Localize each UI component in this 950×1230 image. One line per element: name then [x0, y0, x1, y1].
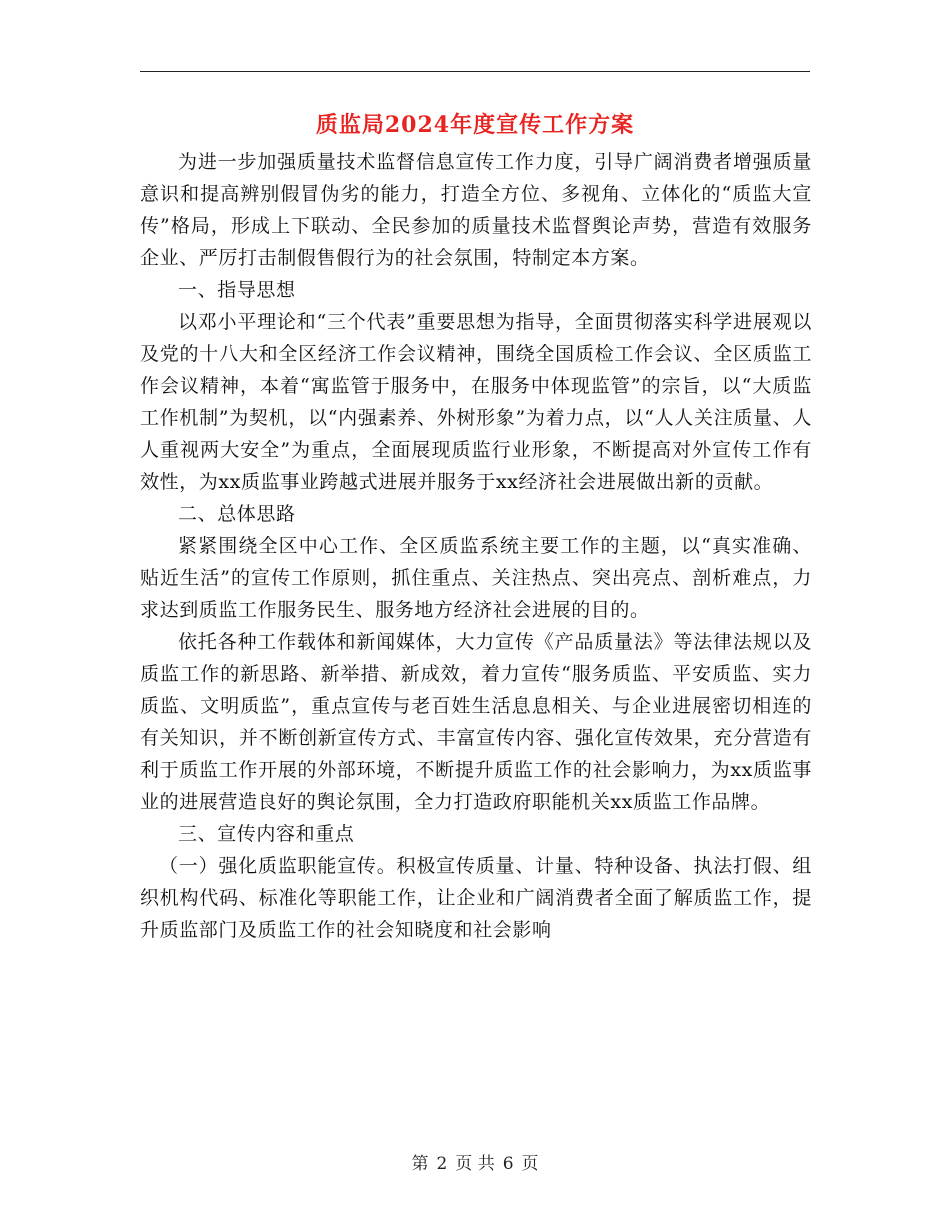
- footer-middle: 页 共: [455, 1154, 495, 1174]
- heading-guiding-thought: 一、指导思想: [178, 279, 296, 301]
- document-body: [140, 146, 812, 946]
- document-title: 质监局2024年度宣传工作方案: [315, 112, 635, 138]
- paragraph-media-support: 依托各种工作载体和新闻媒体，大力宣传《产品质量法》等法律法规以及质监工作的新思路、新举措、新成效，着力宣传“服务质监、平安质监、实力质监、文明质监”，重点宣传与老百姓生活息息相关、与企业进展密切相连的有关知识，并不断创新宣传方式、丰富宣传内容、强化宣传效果，充分营造有利于质监工作开展的外部环境，不断提升质监工作的社会影响力，为xx质监事业的进展营造良好的舆论氛围，全力打造政府职能机关xx质监工作品牌。: [140, 631, 812, 813]
- heading-content-focus: 三、宣传内容和重点: [178, 823, 355, 845]
- paragraph-strengthen-functions: （一）强化质监职能宣传。积极宣传质量、计量、特种设备、执法打假、组织机构代码、标准化等职能工作，让企业和广阔消费者全面了解质监工作，提升质监部门及质监工作的社会知晓度和社会影响: [140, 855, 812, 941]
- header-rule: [140, 71, 810, 72]
- paragraph-guiding-thought: 以邓小平理论和“三个代表”重要思想为指导，全面贯彻落实科学进展观以及党的十八大和全区经济工作会议精神，围绕全国质检工作会议、全区质监工作会议精神，本着“寓监管于服务中，在服务中体现监管”的宗旨，以“大质监工作机制”为契机，以“内强素养、外树形象”为着力点，以“人人关注质量、人人重视两大安全”为重点，全面展现质监行业形象，不断提高对外宣传工作有效性，为xx质监事业跨越式进展并服务于xx经济社会进展做出新的贡献。: [140, 311, 812, 493]
- footer-page-number: 2: [436, 1154, 448, 1174]
- footer-suffix: 页: [521, 1154, 539, 1174]
- page-footer: [0, 1152, 950, 1176]
- footer-prefix: 第: [411, 1154, 429, 1174]
- footer-total-pages: 6: [502, 1154, 514, 1174]
- paragraph-intro: 为进一步加强质量技术监督信息宣传工作力度，引导广阔消费者增强质量意识和提高辨别假冒伪劣的能力，打造全方位、多视角、立体化的“质监大宣传”格局，形成上下联动、全民参加的质量技术监督舆论声势，营造有效服务企业、严厉打击制假售假行为的社会氛围，特制定本方案。: [140, 151, 812, 269]
- paragraph-overall-approach: 紧紧围绕全区中心工作、全区质监系统主要工作的主题，以“真实准确、贴近生活”的宣传工作原则，抓住重点、关注热点、突出亮点、剖析难点，力求达到质监工作服务民生、服务地方经济社会进展的目的。: [140, 535, 812, 621]
- heading-overall-approach: 二、总体思路: [178, 503, 296, 525]
